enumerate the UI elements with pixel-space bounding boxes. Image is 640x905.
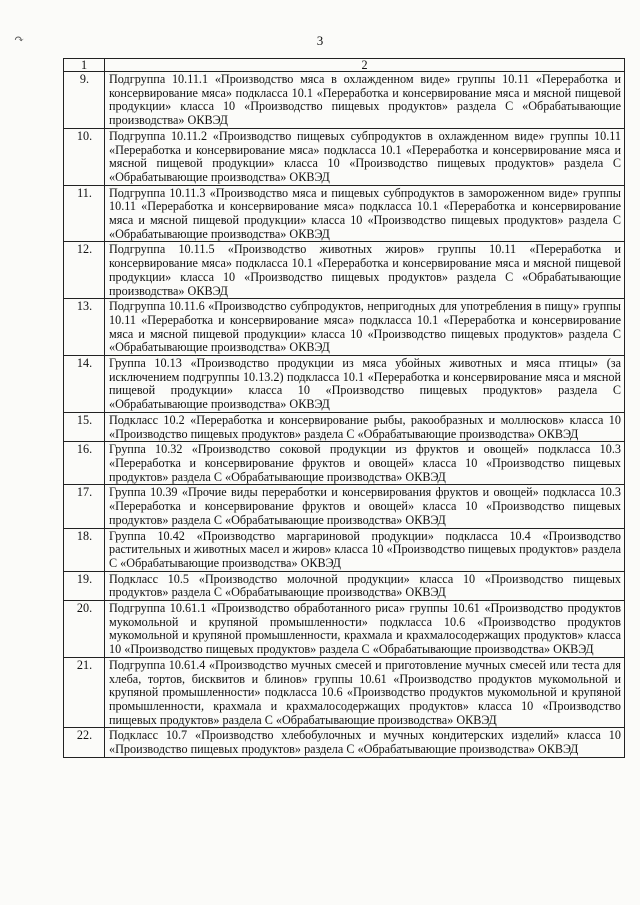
row-text: Подгруппа 10.61.4 «Производство мучных смесей и приготовление мучных смесей или теста для хлеба, тортов, бисквитов и блинов» группы 10.61 «Производство продуктов мукомольной и крупяной промышленности» подкласса 10.6 «Производство продуктов мукомольной и крупяной промышленности, крахмала и крахмалосодержащих продуктов» класса 10 «Производство пищевых продуктов» раздела С «Обрабатывающие производства» ОКВЭД xyxy=(105,657,625,728)
table-row xyxy=(64,242,625,299)
table-header-row xyxy=(64,59,625,72)
row-text: Подгруппа 10.11.5 «Производство животных жиров» группы 10.11 «Переработка и консервирование мяса» подкласса 10.1 «Переработка и консервирование мяса и мясной пищевой продукции» класса 10 «Производство пищевых продуктов» раздела С «Обрабатывающие производства» ОКВЭД xyxy=(105,242,625,299)
table-row xyxy=(64,356,625,413)
row-text: Группа 10.42 «Производство маргариновой продукции» подкласса 10.4 «Производство растительных и животных масел и жиров» класса 10 «Производство пищевых продуктов» раздела С «Обрабатывающие производства» ОКВЭД xyxy=(105,528,625,571)
corner-mark: ↷ xyxy=(14,32,25,46)
row-number: 20. xyxy=(64,601,105,658)
row-text: Группа 10.32 «Производство соковой продукции из фруктов и овощей» подкласса 10.3 «Переработка и консервирование фруктов и овощей» класса 10 «Производство пищевых продуктов» раздела С «Обрабатывающие производства» ОКВЭД xyxy=(105,442,625,485)
table-row xyxy=(64,299,625,356)
row-text: Группа 10.13 «Производство продукции из мяса убойных животных и мяса птицы» (за исключением подгруппы 10.13.2) подкласса 10.1 «Переработка и консервирование мяса и мясной пищевой продукции» класса 10 «Производство пищевых продуктов» раздела С «Обрабатывающие производства» ОКВЭД xyxy=(105,356,625,413)
row-number: 9. xyxy=(64,72,105,129)
row-text: Подгруппа 10.61.1 «Производство обработанного риса» группы 10.61 «Производство продуктов мукомольной и крупяной промышленности» подкласса 10.6 «Производство продуктов мукомольной и крупяной промышленности, крахмала и крахмалосодержащих продуктов» класса 10 «Производство пищевых продуктов» раздела С «Обрабатывающие производства» ОКВЭД xyxy=(105,601,625,658)
row-text: Подкласс 10.2 «Переработка и консервирование рыбы, ракообразных и моллюсков» класса 10 «Производство пищевых продуктов» раздела С «Обрабатывающие производства» ОКВЭД xyxy=(105,412,625,441)
row-text: Подкласс 10.7 «Производство хлебобулочных и мучных кондитерских изделий» класса 10 «Производство пищевых продуктов» раздела С «Обрабатывающие производства» ОКВЭД xyxy=(105,728,625,757)
row-number: 21. xyxy=(64,657,105,728)
page-number: 3 xyxy=(316,33,324,48)
row-number: 13. xyxy=(64,299,105,356)
table-row xyxy=(64,528,625,571)
okved-table xyxy=(63,58,625,758)
row-number: 19. xyxy=(64,571,105,600)
row-number: 14. xyxy=(64,356,105,413)
row-number: 22. xyxy=(64,728,105,757)
row-text: Группа 10.39 «Прочие виды переработки и консервирования фруктов и овощей» подкласса 10.3 «Переработка и консервирование фруктов и овощей» класса 10 «Производство пищевых продуктов» раздела С «Обрабатывающие производства» ОКВЭД xyxy=(105,485,625,528)
row-text: Подкласс 10.5 «Производство молочной продукции» класса 10 «Производство пищевых продуктов» раздела С «Обрабатывающие производства» ОКВЭД xyxy=(105,571,625,600)
row-number: 18. xyxy=(64,528,105,571)
row-text: Подгруппа 10.11.2 «Производство пищевых субпродуктов в охлажденном виде» группы 10.11 «Переработка и консервирование мяса» подкласса 10.1 «Переработка и консервирование мяса и мясной пищевой продукции» класса 10 «Производство пищевых продуктов» раздела С «Обрабатывающие производства» ОКВЭД xyxy=(105,128,625,185)
table-row xyxy=(64,442,625,485)
row-number: 15. xyxy=(64,412,105,441)
table-row xyxy=(64,72,625,129)
table-row xyxy=(64,728,625,757)
header-col-1: 1 xyxy=(64,59,105,72)
table-row xyxy=(64,128,625,185)
row-text: Подгруппа 10.11.3 «Производство мяса и пищевых субпродуктов в замороженном виде» группы 10.11 «Переработка и консервирование мяса» подкласса 10.1 «Переработка и консервирование мяса и мясной пищевой продукции» класса 10 «Производство пищевых продуктов» раздела С «Обрабатывающие производства» ОКВЭД xyxy=(105,185,625,242)
row-text: Подгруппа 10.11.1 «Производство мяса в охлажденном виде» группы 10.11 «Переработка и консервирование мяса» подкласса 10.1 «Переработка и консервирование мяса и мясной пищевой продукции» класса 10 «Производство пищевых продуктов» раздела С «Обрабатывающие производства» ОКВЭД xyxy=(105,72,625,129)
row-text: Подгруппа 10.11.6 «Производство субпродуктов, непригодных для употребления в пищу» группы 10.11 «Переработка и консервирование мяса» подкласса 10.1 «Переработка и консервирование мяса и мясной пищевой продукции» класса 10 «Производство пищевых продуктов» раздела С «Обрабатывающие производства» ОКВЭД xyxy=(105,299,625,356)
table-row xyxy=(64,485,625,528)
row-number: 12. xyxy=(64,242,105,299)
table-row xyxy=(64,412,625,441)
row-number: 11. xyxy=(64,185,105,242)
table-row xyxy=(64,185,625,242)
table-row xyxy=(64,571,625,600)
table-row xyxy=(64,657,625,728)
header-col-2: 2 xyxy=(105,59,625,72)
row-number: 16. xyxy=(64,442,105,485)
row-number: 17. xyxy=(64,485,105,528)
table-row xyxy=(64,601,625,658)
row-number: 10. xyxy=(64,128,105,185)
